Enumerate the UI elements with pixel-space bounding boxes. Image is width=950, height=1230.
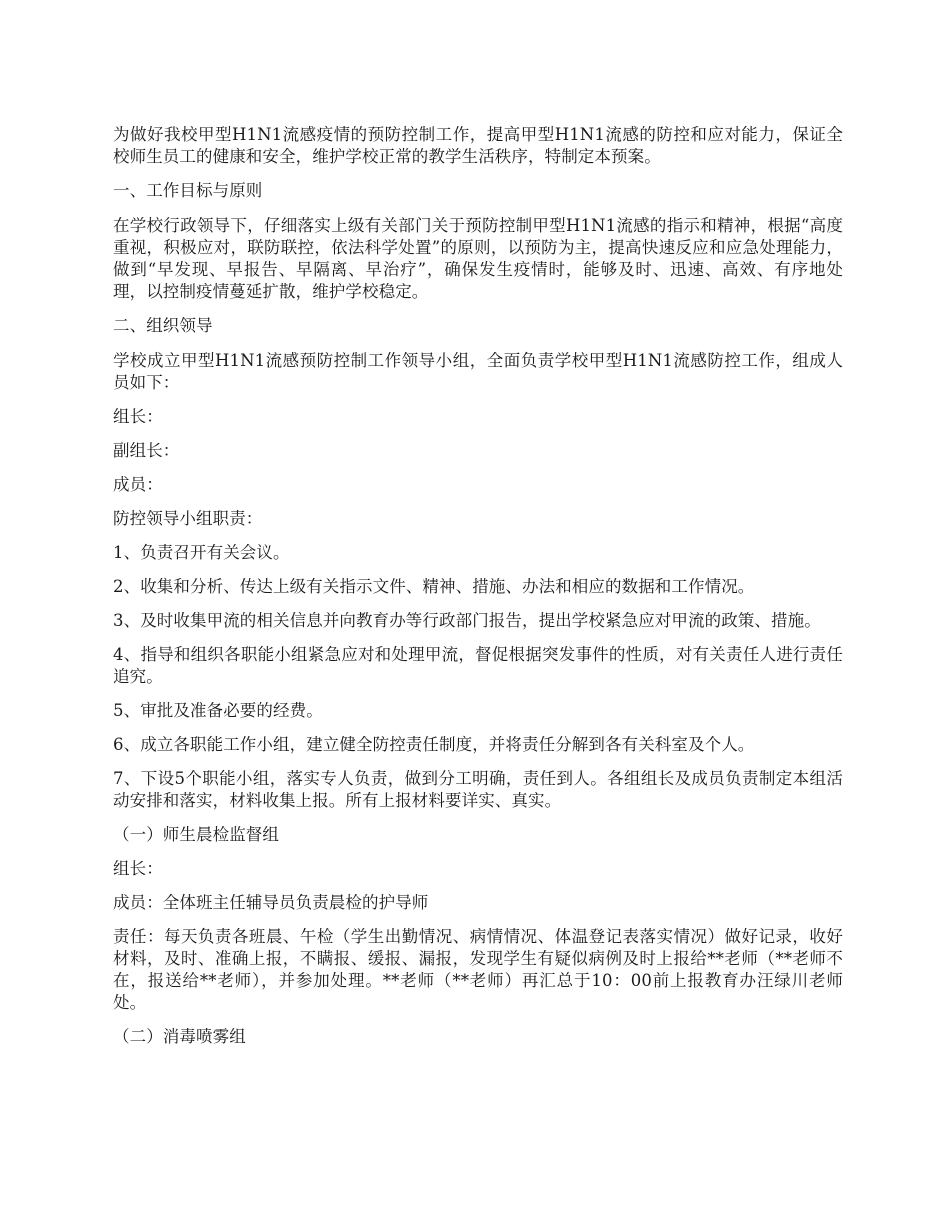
leader-line: 组长： (113, 407, 163, 426)
duty-item-6: 6、成立各职能工作小组，建立健全防控责任制度，并将责任分解到各有关科室及个人。 (113, 735, 755, 754)
duty-item-7: 7、下设5个职能小组，落实专人负责，做到分工明确，责任到人。各组组长及成员负责制定本组活动安排和落实，材料收集上报。所有上报材料要详实、真实。 (113, 769, 843, 810)
duty-item-1: 1、负责召开有关会议。 (113, 543, 290, 562)
subgroup-leader-line: 组长： (113, 859, 163, 878)
section-heading-organization: 二、组织领导 (113, 316, 213, 335)
duty-item-3: 3、及时收集甲流的相关信息并向教育办等行政部门报告，提出学校紧急应对甲流的政策、措施。 (113, 611, 821, 630)
subgroup-heading-disinfection: （二）消毒喷雾组 (113, 1027, 246, 1046)
subgroup-members-line: 成员：全体班主任辅导员负责晨检的护导师 (113, 893, 429, 912)
subgroup-responsibility-paragraph: 责任：每天负责各班晨、午检（学生出勤情况、病情情况、体温登记表落实情况）做好记录，收好材料，及时、准确上报，不瞒报、缓报、漏报，发现学生有疑似病例及时上报给**老师（**老师不在，报送给**老师），并参加处理。**老师（**老师）再汇总于10：00前上报教育办汪绿川老师处。 (113, 927, 843, 1012)
section-heading-goals: 一、工作目标与原则 (113, 181, 263, 200)
duty-item-4: 4、指导和组织各职能小组紧急应对和处理甲流，督促根据突发事件的性质，对有关责任人进行责任追究。 (113, 645, 843, 686)
intro-paragraph: 为做好我校甲型H1N1流感疫情的预防控制工作，提高甲型H1N1流感的防控和应对能力，保证全校师生员工的健康和安全，维护学校正常的教学生活秩序，特制定本预案。 (113, 125, 843, 166)
duties-heading: 防控领导小组职责： (113, 509, 263, 528)
deputy-leader-line: 副组长： (113, 441, 180, 460)
duty-item-2: 2、收集和分析、传达上级有关指示文件、精神、措施、办法和相应的数据和工作情况。 (113, 577, 755, 596)
members-line: 成员： (113, 475, 163, 494)
document-body (113, 124, 843, 1060)
subgroup-heading-morning-check: （一）师生晨检监督组 (113, 825, 279, 844)
organization-paragraph: 学校成立甲型H1N1流感预防控制工作领导小组，全面负责学校甲型H1N1流感防控工作，组成人员如下： (113, 351, 843, 392)
goals-paragraph: 在学校行政领导下，仔细落实上级有关部门关于预防控制甲型H1N1流感的指示和精神，根据“高度重视，积极应对，联防联控，依法科学处置”的原则，以预防为主，提高快速反应和应急处理能力，做到“早发现、早报告、早隔离、早治疗”，确保发生疫情时，能够及时、迅速、高效、有序地处理，以控制疫情蔓延扩散，维护学校稳定。 (113, 216, 843, 301)
duty-item-5: 5、审批及准备必要的经费。 (113, 701, 323, 720)
